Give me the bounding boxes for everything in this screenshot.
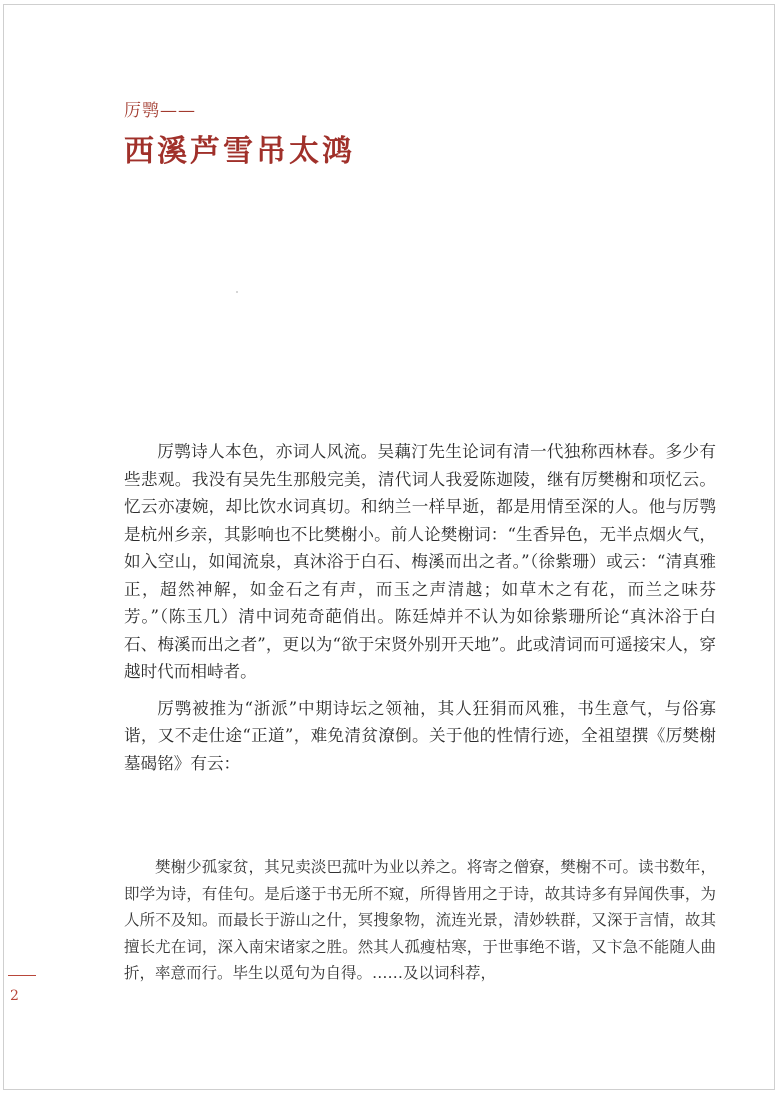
page-number-rule bbox=[8, 975, 36, 976]
scan-speck bbox=[236, 291, 238, 293]
paragraph: 厉鹗被推为“浙派”中期诗坛之领袖，其人狂狷而风雅，书生意气，与俗寡谐，又不走仕途“正道”，难免清贫潦倒。关于他的性情行迹，全祖望撰《厉樊榭墓碣铭》有云： bbox=[124, 698, 716, 773]
chapter-title: 西溪芦雪吊太鸿 bbox=[124, 134, 355, 169]
paragraph: 厉鹗诗人本色，亦词人风流。吴藕汀先生论词有清一代独称西林春。多少有些悲观。我没有吴先生那般完美，清代词人我爱陈迦陵，继有厉樊榭和项忆云。忆云亦凄婉，却比饮水词真切。和纳兰一样早逝，都是用情至深的人。他与厉鹗是杭州乡亲，其影响也不比樊榭小。前人论樊榭词：“生香异色，无半点烟火气，如入空山，如闻流泉，真沐浴于白石、梅溪而出之者。”（徐紫珊）或云：“清真雅正，超然神解，如金石之有声，而玉之声清越；如草木之有花，而兰之味芬芳。”（陈玉几）清中词苑奇葩俏出。陈廷焯并不认为如徐紫珊所论“真沐浴于白石、梅溪而出之者”，更以为“欲于宋贤外别开天地”。此或清词而可遥接宋人，穿越时代而相峙者。 bbox=[124, 442, 716, 681]
quotation-block bbox=[124, 854, 716, 987]
page-number: 2 bbox=[10, 988, 19, 1004]
body-text bbox=[124, 438, 716, 786]
quotation-text: 樊榭少孤家贫，其兄卖淡巴菰叶为业以养之。将寄之僧寮，樊榭不可。读书数年，即学为诗，有佳句。是后遂于书无所不窥，所得皆用之于诗，故其诗多有异闻佚事，为人所不及知。而最长于游山之什，冥搜象物，流连光景，清妙轶群，又深于言情，故其擅长尤在词，深入南宋诸家之胜。然其人孤瘦枯寒，于世事绝不谐，又卞急不能随人曲折，率意而行。毕生以觅句为自得。……及以词科荐， bbox=[124, 858, 716, 982]
author-heading: 厉鹗—— bbox=[124, 101, 196, 121]
